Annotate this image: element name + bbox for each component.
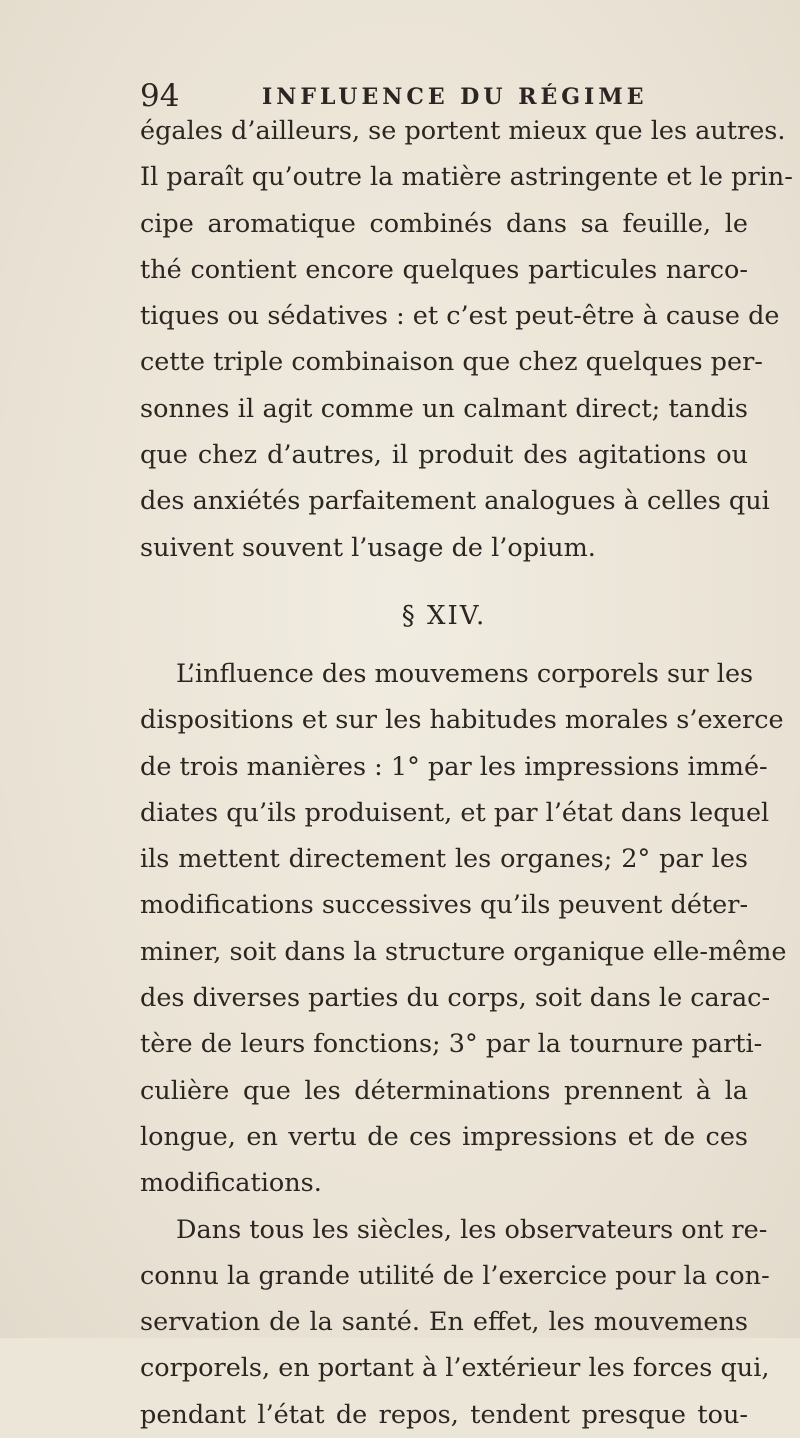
text-line: sonnes il agit comme un calmant direct; tandis xyxy=(140,393,748,424)
text-line: tiques ou sédatives : et c’est peut-être à cause de xyxy=(140,301,780,332)
text-line: des diverses parties du corps, soit dans le carac- xyxy=(140,983,771,1014)
text-line: corporels, en portant à l’extérieur les forces qui, xyxy=(140,1353,770,1384)
text-line: cipe aromatique combinés dans sa feuille, le xyxy=(140,208,748,239)
text-line: modifications. xyxy=(140,1168,322,1199)
text-line: suivent souvent l’usage de l’opium. xyxy=(140,532,596,563)
paragraph-3 xyxy=(140,1207,770,1438)
text-line: culière que les déterminations prennent à la xyxy=(140,1075,748,1106)
section-heading: § XIV. xyxy=(401,600,487,631)
text-line: longue, en vertu de ces impressions et de ces xyxy=(140,1121,748,1152)
text-line: connu la grande utilité de l’exercice pour la con- xyxy=(140,1260,770,1291)
text-line: pendant l’état de repos, tendent presque tou- xyxy=(140,1399,748,1430)
text-line: Il paraît qu’outre la matière astringente et le prin- xyxy=(140,162,793,193)
text-line: modifications successives qu’ils peuvent déter- xyxy=(140,890,749,921)
text-line: L’influence des mouvemens corporels sur les xyxy=(176,658,754,689)
text-line: de trois manières : 1° par les impressions immé- xyxy=(140,751,768,782)
text-line: que chez d’autres, il produit des agitations ou xyxy=(140,440,748,471)
text-line: dispositions et sur les habitudes morales s’exerce xyxy=(140,705,784,736)
text-line: servation de la santé. En effet, les mouvemens xyxy=(140,1307,748,1338)
text-line: cette triple combinaison que chez quelques per- xyxy=(140,347,763,378)
text-line: diates qu’ils produisent, et par l’état dans lequel xyxy=(140,797,770,828)
text-line: miner, soit dans la structure organique elle-même xyxy=(140,936,787,967)
text-line: des anxiétés parfaitement analogues à celles qui xyxy=(140,486,770,517)
text-line: ils mettent directement les organes; 2° par les xyxy=(140,844,748,875)
text-line: Dans tous les siècles, les observateurs ont re- xyxy=(176,1214,768,1245)
text-line: tère de leurs fonctions; 3° par la tournure parti- xyxy=(140,1029,763,1060)
text-line: égales d’ailleurs, se portent mieux que les autres. xyxy=(140,116,786,146)
page-number: 94 xyxy=(140,78,180,114)
text-line: thé contient encore quelques particules narco- xyxy=(140,254,748,285)
paragraph-2 xyxy=(140,651,787,1207)
running-title: INFLUENCE DU RÉGIME xyxy=(262,84,648,110)
body-text xyxy=(140,108,793,1438)
paragraph-1 xyxy=(140,108,793,571)
